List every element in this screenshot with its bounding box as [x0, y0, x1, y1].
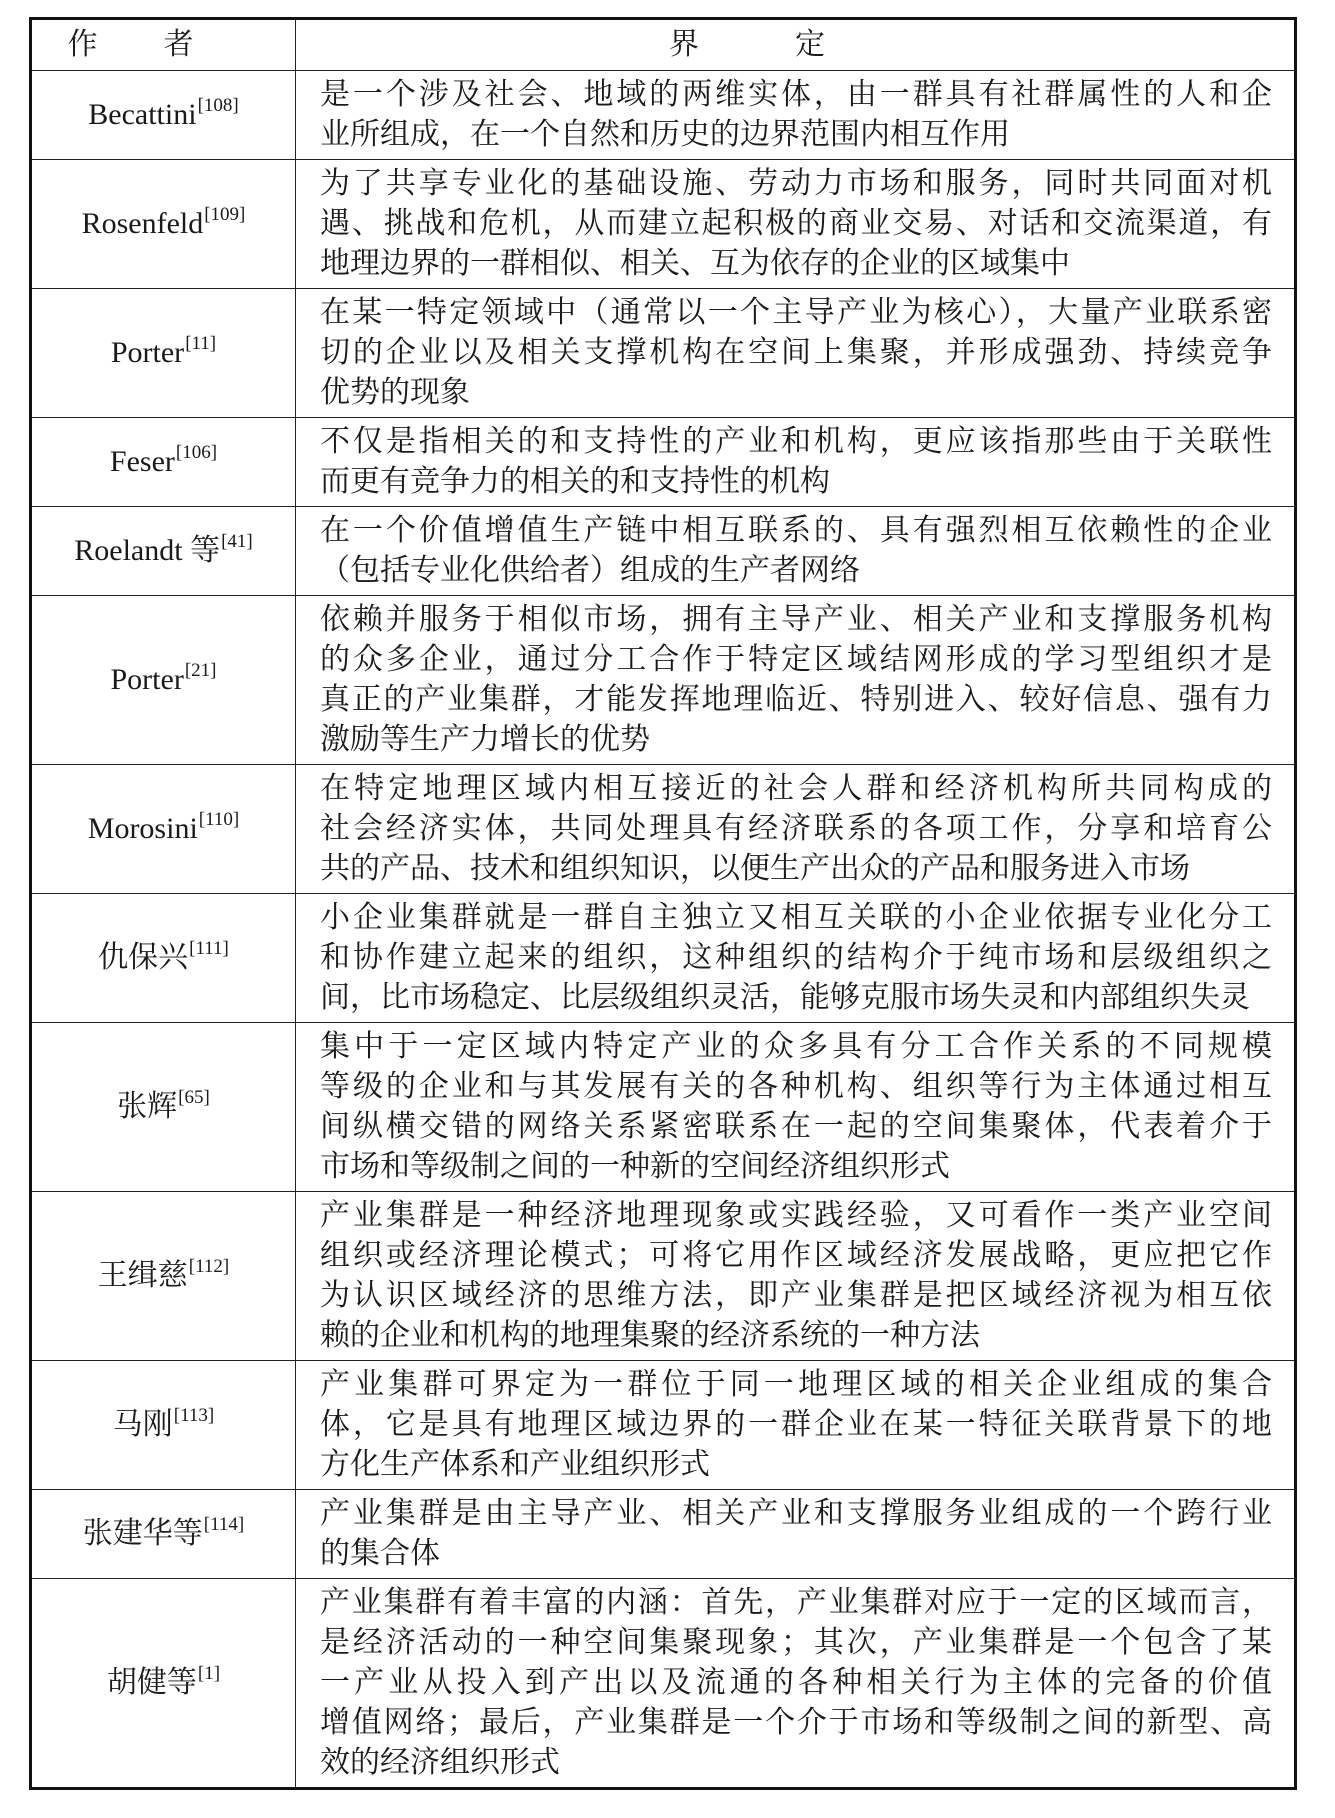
reference-number: [106] — [175, 442, 218, 463]
author-cell — [31, 1023, 296, 1192]
definition-line: 间纵横交错的网络关系紧密联系在一起的空间集聚体，代表着介于 — [320, 1110, 1272, 1143]
definition-line: 和协作建立起来的组织，这种组织的结构介于纯市场和层级组织之 — [320, 941, 1272, 974]
author-name: Roelandt 等 — [74, 534, 221, 567]
table-row — [31, 1579, 1296, 1789]
author-name: Feser — [109, 445, 175, 478]
reference-number: [41] — [221, 531, 253, 552]
author-name: Rosenfeld — [81, 207, 204, 240]
definition-cell — [296, 765, 1296, 894]
reference-number: [112] — [188, 1256, 230, 1277]
definition-line: 产业集群是由主导产业、相关产业和支撑服务业组成的一个跨行业 — [320, 1497, 1272, 1530]
definition-line: 社会经济实体，共同处理具有经济联系的各项工作，分享和培育公 — [320, 812, 1272, 845]
reference-number: [21] — [184, 660, 217, 681]
definition-cell — [296, 507, 1296, 596]
definition-line: 产业集群是一种经济地理现象或实践经验，又可看作一类产业空间 — [320, 1199, 1272, 1232]
definition-line: 是一个涉及社会、地域的两维实体，由一群具有社群属性的人和企 — [320, 78, 1272, 111]
definition-line: 真正的产业集群，才能发挥地理临近、特别进入、较好信息、强有力 — [320, 683, 1272, 716]
definition-line: 小企业集群就是一群自主独立又相互关联的小企业依据专业化分工 — [320, 901, 1272, 934]
reference-number: [108] — [197, 95, 239, 116]
definition-line: 增值网络；最后，产业集群是一个介于市场和等级制之间的新型、高 — [320, 1706, 1272, 1739]
definition-line: 切的企业以及相关支撑机构在空间上集聚，并形成强劲、持续竞争 — [320, 336, 1272, 369]
author-name: 张辉 — [117, 1090, 178, 1123]
author-cell — [31, 1490, 296, 1579]
author-cell — [31, 71, 296, 160]
author-cell — [31, 289, 296, 418]
header-row — [31, 19, 1296, 71]
definition-line: 市场和等级制之间的一种新的空间经济组织形式 — [320, 1150, 950, 1183]
definition-line: 集中于一定区域内特定产业的众多具有分工合作关系的不同规模 — [320, 1030, 1272, 1063]
definition-line: 共的产品、技术和组织知识，以便生产出众的产品和服务进入市场 — [320, 852, 1190, 885]
definition-line: 在某一特定领域中（通常以一个主导产业为核心），大量产业联系密 — [320, 296, 1272, 329]
author-name: 马刚 — [112, 1408, 173, 1441]
definition-line: 等级的企业和与其发展有关的各种机构、组织等行为主体通过相互 — [320, 1070, 1272, 1103]
reference-number: [1] — [197, 1663, 221, 1684]
definition-line: 不仅是指相关的和支持性的产业和机构，更应该指那些由于关联性 — [320, 425, 1272, 458]
author-name: Becattini — [88, 98, 197, 131]
definition-line: 间，比市场稳定、比层级组织灵活，能够克服市场失灵和内部组织失灵 — [320, 981, 1250, 1014]
definition-line: 激励等生产力增长的优势 — [320, 723, 650, 756]
reference-number: [111] — [189, 938, 229, 959]
reference-number: [113] — [173, 1405, 215, 1426]
definition-line: 一产业从投入到产出以及流通的各种相关行为主体的完备的价值 — [320, 1666, 1272, 1699]
definition-cell — [296, 1490, 1296, 1579]
author-name: 张建华等 — [82, 1517, 203, 1550]
header-author: 作者 — [31, 19, 296, 71]
author-cell — [31, 1361, 296, 1490]
table-row — [31, 596, 1296, 765]
author-cell — [31, 894, 296, 1023]
author-name: Morosini — [87, 812, 198, 845]
definition-cell — [296, 1361, 1296, 1490]
definition-line: 组织或经济理论模式；可将它用作区域经济发展战略，更应把它作 — [320, 1239, 1272, 1272]
reference-number: [11] — [185, 333, 217, 354]
reference-number: [109] — [204, 204, 246, 225]
reference-number: [65] — [178, 1087, 210, 1108]
definition-line: 的众多企业，通过分工合作于特定区域结网形成的学习型组织才是 — [320, 643, 1272, 676]
definition-line: 是经济活动的一种空间集聚现象；其次，产业集群是一个包含了某 — [320, 1626, 1272, 1659]
author-cell — [31, 160, 296, 289]
author-cell — [31, 1579, 296, 1789]
table-row — [31, 1361, 1296, 1490]
table-row — [31, 289, 1296, 418]
definition-line: 方化生产体系和产业组织形式 — [320, 1448, 710, 1481]
definition-line: 体，它是具有地理区域边界的一群企业在某一特征关联背景下的地 — [320, 1408, 1272, 1441]
table-row — [31, 507, 1296, 596]
author-cell — [31, 765, 296, 894]
definition-line: 产业集群可界定为一群位于同一地理区域的相关企业组成的集合 — [320, 1368, 1272, 1401]
reference-number: [114] — [203, 1514, 245, 1535]
definition-line: 业所组成，在一个自然和历史的边界范围内相互作用 — [320, 118, 1010, 151]
definition-line: 为了共享专业化的基础设施、劳动力市场和服务，同时共同面对机 — [320, 167, 1272, 200]
author-name: Porter — [110, 663, 184, 696]
author-name: 胡健等 — [106, 1666, 197, 1699]
reference-number: [110] — [198, 809, 240, 830]
definition-line: 效的经济组织形式 — [320, 1746, 560, 1779]
header-definition: 界定 — [296, 19, 1296, 71]
definition-cell — [296, 160, 1296, 289]
author-cell — [31, 418, 296, 507]
table-row — [31, 1490, 1296, 1579]
definition-cell — [296, 1192, 1296, 1361]
definition-line: （包括专业化供给者）组成的生产者网络 — [320, 554, 860, 587]
definition-line: 而更有竞争力的相关的和支持性的机构 — [320, 465, 830, 498]
definition-line: 优势的现象 — [320, 376, 470, 409]
definition-line: 地理边界的一群相似、相关、互为依存的企业的区域集中 — [320, 247, 1070, 280]
author-name: 仇保兴 — [98, 941, 189, 974]
definition-cell — [296, 1023, 1296, 1192]
table-row — [31, 418, 1296, 507]
definition-cell — [296, 596, 1296, 765]
table-row — [31, 1023, 1296, 1192]
table-row — [31, 765, 1296, 894]
definition-line: 遇、挑战和危机，从而建立起积极的商业交易、对话和交流渠道，有 — [320, 207, 1272, 240]
definition-line: 在特定地理区域内相互接近的社会人群和经济机构所共同构成的 — [320, 772, 1272, 805]
definition-cell — [296, 289, 1296, 418]
definition-cell — [296, 894, 1296, 1023]
table-row — [31, 1192, 1296, 1361]
definitions-table — [29, 17, 1297, 1790]
table-header — [31, 19, 1296, 71]
definition-line: 的集合体 — [320, 1537, 440, 1570]
table-row — [31, 71, 1296, 160]
definition-line: 依赖并服务于相似市场，拥有主导产业、相关产业和支撑服务机构 — [320, 603, 1272, 636]
author-cell — [31, 507, 296, 596]
definition-cell — [296, 71, 1296, 160]
table-row — [31, 160, 1296, 289]
table-row — [31, 894, 1296, 1023]
definition-line: 为认识区域经济的思维方法，即产业集群是把区域经济视为相互依 — [320, 1279, 1272, 1312]
definition-line: 在一个价值增值生产链中相互联系的、具有强烈相互依赖性的企业 — [320, 514, 1272, 547]
definition-line: 产业集群有着丰富的内涵：首先，产业集群对应于一定的区域而言， — [320, 1586, 1272, 1619]
author-name: 王缉慈 — [97, 1259, 188, 1292]
definition-cell — [296, 1579, 1296, 1789]
definition-line: 赖的企业和机构的地理集聚的经济系统的一种方法 — [320, 1319, 980, 1352]
table-body — [31, 71, 1296, 1789]
author-cell — [31, 596, 296, 765]
definition-cell — [296, 418, 1296, 507]
author-name: Porter — [110, 336, 185, 369]
author-cell — [31, 1192, 296, 1361]
